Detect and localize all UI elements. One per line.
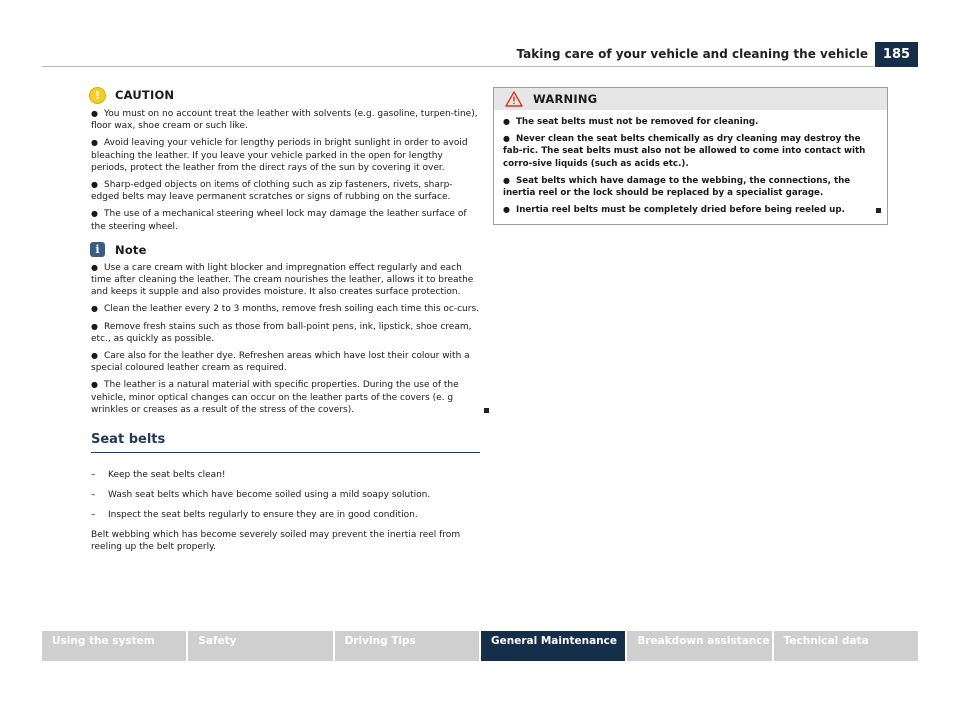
tab-using-the-system[interactable]: Using the system <box>42 631 188 661</box>
note-title: Note <box>115 242 147 257</box>
caution-header <box>91 86 480 104</box>
bullet-icon: ● <box>91 351 98 361</box>
bullet-icon: ● <box>91 109 98 118</box>
list-item: – Wash seat belts which have become soiled using a mild soapy solution. <box>91 490 431 501</box>
bullet-icon: ● <box>91 180 98 190</box>
list-item: – Inspect the seat belts regularly to ensure they are in good condition. <box>91 510 418 521</box>
tab-driving-tips[interactable]: Driving Tips <box>335 631 481 661</box>
note-item: ● Clean the leather every 2 to 3 months, remove fresh soiling each time this oc-curs. <box>91 304 480 315</box>
note-header <box>91 241 480 259</box>
list-item: – Keep the seat belts clean! <box>91 470 226 481</box>
left-column <box>91 86 480 553</box>
bullet-icon: ● <box>91 321 98 331</box>
dash-icon: – <box>91 510 96 521</box>
bullet-icon: ● <box>503 117 510 126</box>
bullet-icon: ● <box>91 209 98 219</box>
dash-icon: – <box>91 470 96 481</box>
right-column <box>493 87 888 225</box>
bullet-icon: ● <box>503 175 510 185</box>
warning-item: ● Seat belts which have damage to the webbing, the connections, the inertia reel or the lock should be replaced by a specialist garage. <box>503 175 851 199</box>
section-end-marker <box>876 208 881 213</box>
warning-triangle-icon <box>505 91 523 107</box>
caution-item: ● Avoid leaving your vehicle for lengthy periods in bright sunlight in order to avoid bleaching the leather. If you leave your vehicle parked in the open for lengthy periods, protect the leather from the direct rays of the sun by covering it over. <box>91 138 468 173</box>
bullet-icon: ● <box>91 380 98 390</box>
note-item: ● Care also for the leather dye. Refreshen areas which have lost their colour with a special coloured leather cream as required. <box>91 351 470 374</box>
section-end-marker <box>484 408 489 413</box>
chapter-tab-bar <box>42 631 918 661</box>
page-number: 185 <box>875 42 918 67</box>
warning-title: WARNING <box>533 92 598 106</box>
dash-icon: – <box>91 490 96 501</box>
section-heading-seat-belts: Seat belts <box>91 432 480 453</box>
warning-header <box>494 88 887 110</box>
tab-safety[interactable]: Safety <box>188 631 334 661</box>
seat-belt-steps <box>91 469 480 521</box>
tab-breakdown-assistance[interactable]: Breakdown assistance <box>627 631 773 661</box>
caution-title: CAUTION <box>115 88 175 102</box>
bullet-icon: ● <box>503 205 510 215</box>
tab-general-maintenance[interactable]: General Maintenance <box>481 631 627 661</box>
note-item: ● Use a care cream with light blocker and impregnation effect regularly and each time after cleaning the leather. The cream nourishes the leather, allows it to breathe and keeps it supple and also provides moisture. It also creates surface protection. <box>91 262 474 298</box>
warning-box <box>493 87 888 225</box>
caution-item: ● Sharp-edged objects on items of clothing such as zip fasteners, rivets, sharp-edged belts may leave permanent scratches or signs of rubbing on the surface. <box>91 180 453 203</box>
note-item: ● Remove fresh stains such as those from ball-point pens, ink, lipstick, shoe cream, etc., as quickly as possible. <box>91 321 472 344</box>
chapter-title: Taking care of your vehicle and cleaning the vehicle <box>516 47 868 61</box>
seat-belt-paragraph: Belt webbing which has become severely soiled may prevent the inertia reel from reeling up the belt properly. <box>91 530 461 553</box>
bullet-icon: ● <box>91 262 98 272</box>
caution-item: ● You must on no account treat the leather with solvents (e.g. gasoline, turpen-tine), floor wax, shoe cream or such like. <box>91 109 478 132</box>
caution-icon: ! <box>89 87 106 104</box>
note-item: ● The leather is a natural material with specific properties. During the use of the vehicle, minor optical changes can occur on the leather parts of the covers (e. g wrinkles or creases as a result of the stress of the covers). <box>91 379 480 416</box>
header-rule <box>42 66 874 67</box>
info-icon: i <box>90 242 105 257</box>
warning-item: ● The seat belts must not be removed for cleaning. <box>503 117 759 127</box>
tab-technical-data[interactable]: Technical data <box>774 631 918 661</box>
warning-item: ● Never clean the seat belts chemically as dry cleaning may destroy the fab-ric. The seat belts must also not be allowed to come into contact with corro-sive liquids (such as acids etc.). <box>503 134 866 169</box>
bullet-icon: ● <box>91 138 98 148</box>
caution-item: ● The use of a mechanical steering wheel lock may damage the leather surface of the steering wheel. <box>91 209 467 232</box>
bullet-icon: ● <box>503 134 510 144</box>
warning-item: ● Inertia reel belts must be completely dried before being reeled up. <box>503 204 878 216</box>
warning-body <box>494 110 887 224</box>
bullet-icon: ● <box>91 304 98 314</box>
